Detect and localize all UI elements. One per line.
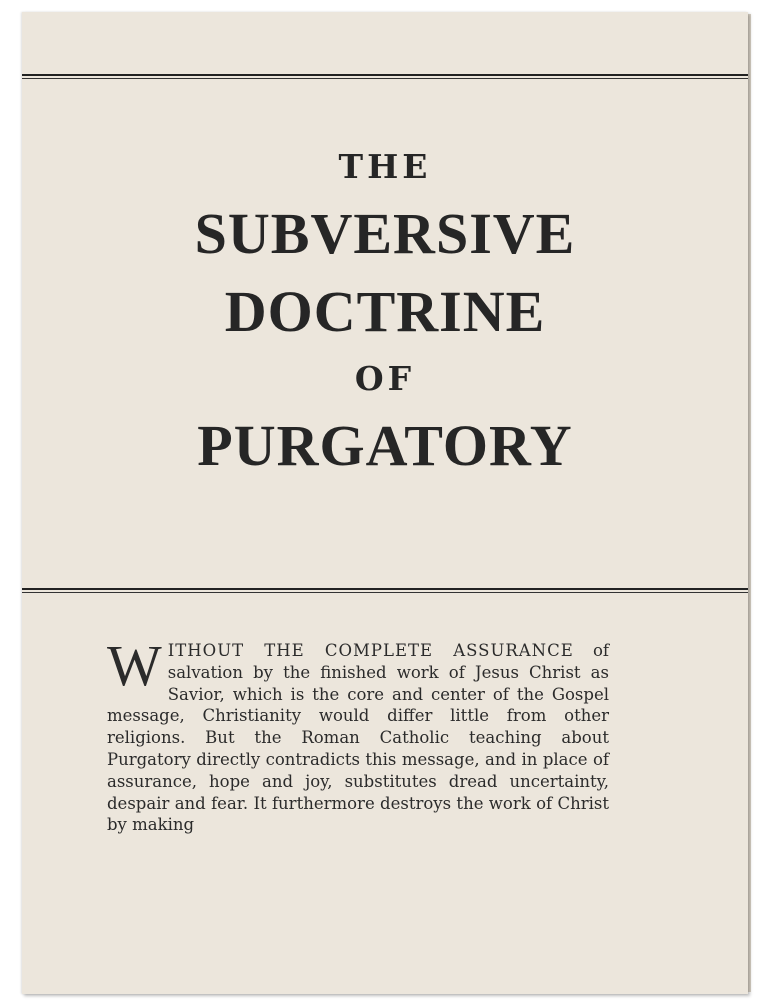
paragraph-text: of salvation by the finished work of Jesus Christ as Savior, which is the core and center of the Gospel message, Christianity would differ little from other religions. But the Roman Catholic teaching about Purgatory directly contradicts this message, and in place of assurance, hope and joy, substitutes dread uncertainty, despair and fear. It furthermore destroys the work of Christ by making — [107, 641, 609, 835]
title-line-the: THE — [338, 147, 432, 186]
title-line-purgatory: PURGATORY — [197, 413, 573, 478]
title-line-subversive: SUBVERSIVE — [194, 201, 576, 266]
title-line-of: OF — [354, 359, 416, 398]
top-double-rule — [22, 74, 748, 79]
drop-cap: W — [107, 633, 162, 698]
pamphlet-page — [22, 12, 748, 994]
page-edge — [748, 14, 751, 992]
pamphlet-title — [22, 147, 748, 479]
title-line-doctrine: DOCTRINE — [224, 279, 546, 344]
bottom-double-rule — [22, 588, 748, 593]
body-paragraph — [107, 633, 609, 836]
lead-in-caps: ITHOUT THE COMPLETE ASSURANCE — [167, 641, 574, 660]
